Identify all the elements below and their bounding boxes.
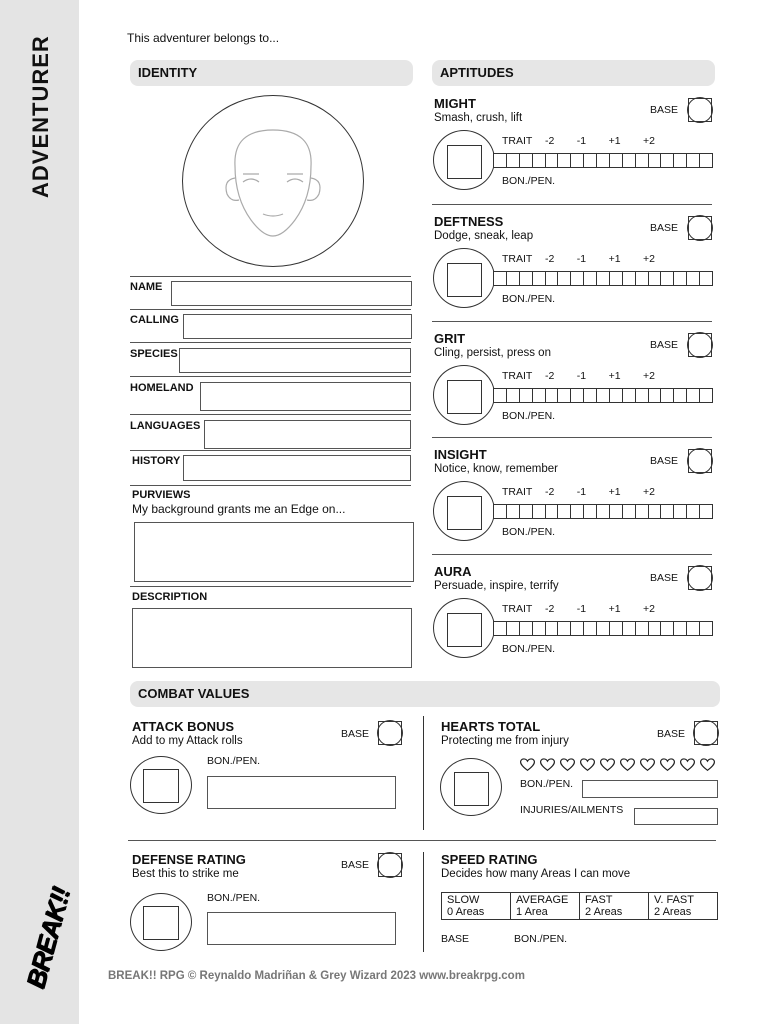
divider [130, 376, 411, 377]
aptitude-base-label: BASE [650, 222, 679, 234]
divider [432, 321, 712, 322]
aptitude-name: MIGHT [434, 96, 476, 111]
attack-bonus-desc: Add to my Attack rolls [132, 735, 243, 747]
hearts-total-title: HEARTS TOTAL [441, 719, 541, 734]
trait-scale: -2 -1 +1 +2 [545, 253, 655, 265]
trait-label: TRAIT [502, 486, 533, 498]
heart-icon[interactable] [619, 757, 636, 772]
aptitude-base-label: BASE [650, 455, 679, 467]
bonpen-label: BON./PEN. [502, 410, 556, 422]
speed-rating-desc: Decides how many Areas I can move [441, 868, 631, 880]
calling-field[interactable] [183, 314, 412, 339]
hearts-base-box[interactable] [692, 719, 720, 747]
speed-option[interactable]: FAST 2 Areas [580, 893, 649, 920]
aptitude-name: GRIT [434, 331, 466, 346]
aptitude-base-box[interactable] [686, 214, 714, 242]
divider [130, 414, 411, 415]
trait-track[interactable] [493, 153, 713, 168]
history-label: HISTORY [132, 455, 181, 467]
divider [432, 554, 712, 555]
divider [423, 852, 424, 952]
divider [130, 450, 411, 451]
purviews-field[interactable] [134, 522, 414, 582]
divider [432, 204, 712, 205]
aptitude-base-label: BASE [650, 572, 679, 584]
speed-base-label: BASE [441, 933, 470, 945]
attack-bonpen-field[interactable] [207, 776, 396, 809]
defense-base-label: BASE [341, 859, 370, 871]
injuries-label: INJURIES/AILMENTS [520, 804, 624, 816]
bonpen-label: BON./PEN. [502, 175, 556, 187]
languages-label: LANGUAGES [130, 420, 201, 432]
aptitude-base-label: BASE [650, 339, 679, 351]
aptitude-base-box[interactable] [686, 96, 714, 124]
homeland-field[interactable] [200, 382, 411, 411]
hearts-value-box[interactable] [454, 772, 489, 806]
hearts-total-desc: Protecting me from injury [441, 735, 569, 747]
aptitude-base-box[interactable] [686, 331, 714, 359]
trait-scale: -2 -1 +1 +2 [545, 135, 655, 147]
aptitude-value-box[interactable] [447, 145, 482, 179]
description-field[interactable] [132, 608, 412, 668]
hearts-base-label: BASE [657, 728, 686, 740]
owner-line: This adventurer belongs to... [127, 31, 280, 45]
aptitude-desc: Notice, know, remember [434, 463, 558, 475]
aptitude-name: DEFTNESS [434, 214, 504, 229]
divider [130, 276, 411, 277]
identity-header: IDENTITY [130, 60, 413, 86]
aptitude-base-label: BASE [650, 104, 679, 116]
aptitude-value-box[interactable] [447, 380, 482, 414]
break-logo: BREAK!! [20, 884, 76, 992]
divider [130, 309, 411, 310]
name-label: NAME [130, 281, 163, 293]
heart-icon[interactable] [559, 757, 576, 772]
injuries-field[interactable] [634, 808, 718, 825]
divider [130, 586, 411, 587]
aptitude-desc: Smash, crush, lift [434, 112, 523, 124]
aptitudes-header: APTITUDES [432, 60, 715, 86]
bonpen-label: BON./PEN. [502, 293, 556, 305]
divider [128, 840, 716, 841]
homeland-label: HOMELAND [130, 382, 194, 394]
heart-icon[interactable] [699, 757, 716, 772]
calling-label: CALLING [130, 314, 179, 326]
hearts-bonpen-label: BON./PEN. [520, 778, 574, 790]
heart-icon[interactable] [659, 757, 676, 772]
speed-rating-title: SPEED RATING [441, 852, 538, 867]
trait-scale: -2 -1 +1 +2 [545, 486, 655, 498]
copyright-footer: BREAK!! RPG © Reynaldo Madriñan & Grey Wizard 2023 www.breakrpg.com [108, 970, 525, 982]
trait-label: TRAIT [502, 253, 533, 265]
speed-bonpen-label: BON./PEN. [514, 933, 568, 945]
languages-field[interactable] [204, 420, 411, 449]
sheet-title: ADVENTURER [28, 35, 53, 198]
trait-scale: -2 -1 +1 +2 [545, 603, 655, 615]
heart-icon[interactable] [599, 757, 616, 772]
hearts-row [519, 757, 719, 775]
divider [423, 716, 424, 830]
heart-icon[interactable] [679, 757, 696, 772]
speed-option[interactable]: SLOW 0 Areas [442, 893, 511, 920]
combat-header: COMBAT VALUES [130, 681, 720, 707]
defense-bonpen-label: BON./PEN. [207, 892, 261, 904]
attack-base-box[interactable] [376, 719, 404, 747]
trait-track[interactable] [493, 271, 713, 286]
aptitude-base-box[interactable] [686, 564, 714, 592]
speed-table [441, 892, 718, 920]
divider [130, 342, 411, 343]
trait-track[interactable] [493, 504, 713, 519]
name-field[interactable] [171, 281, 412, 306]
defense-rating-title: DEFENSE RATING [132, 852, 246, 867]
aptitude-value-box[interactable] [447, 496, 482, 530]
aptitude-base-box[interactable] [686, 447, 714, 475]
attack-bonpen-label: BON./PEN. [207, 755, 261, 767]
trait-track[interactable] [493, 621, 713, 636]
trait-label: TRAIT [502, 370, 533, 382]
aptitude-name: INSIGHT [434, 447, 487, 462]
purviews-label: PURVIEWS [132, 489, 191, 501]
defense-rating-desc: Best this to strike me [132, 868, 239, 880]
defense-value-box[interactable] [143, 906, 179, 940]
trait-label: TRAIT [502, 603, 533, 615]
species-field[interactable] [179, 348, 411, 373]
attack-value-box[interactable] [143, 769, 179, 803]
face-sketch-icon [183, 96, 363, 266]
heart-icon[interactable] [539, 757, 556, 772]
portrait-frame[interactable] [182, 95, 364, 267]
aptitude-desc: Cling, persist, press on [434, 347, 551, 359]
divider [130, 485, 411, 486]
speed-option[interactable]: AVERAGE 1 Area [511, 893, 580, 920]
species-label: SPECIES [130, 348, 178, 360]
defense-base-box[interactable] [376, 851, 404, 879]
trait-scale: -2 -1 +1 +2 [545, 370, 655, 382]
trait-label: TRAIT [502, 135, 533, 147]
aptitude-name: AURA [434, 564, 472, 579]
attack-bonus-title: ATTACK BONUS [132, 719, 235, 734]
aptitude-value-box[interactable] [447, 263, 482, 297]
trait-track[interactable] [493, 388, 713, 403]
heart-icon[interactable] [639, 757, 656, 772]
description-label: DESCRIPTION [132, 591, 208, 603]
heart-icon[interactable] [519, 757, 536, 772]
hearts-bonpen-field[interactable] [582, 780, 718, 798]
bonpen-label: BON./PEN. [502, 526, 556, 538]
heart-icon[interactable] [579, 757, 596, 772]
defense-bonpen-field[interactable] [207, 912, 396, 945]
divider [432, 437, 712, 438]
aptitude-value-box[interactable] [447, 613, 482, 647]
purviews-prompt: My background grants me an Edge on... [132, 502, 346, 516]
attack-base-label: BASE [341, 728, 370, 740]
bonpen-label: BON./PEN. [502, 643, 556, 655]
speed-option[interactable]: V. FAST 2 Areas [649, 893, 718, 920]
aptitude-desc: Dodge, sneak, leap [434, 230, 534, 242]
history-field[interactable] [183, 455, 411, 481]
aptitude-desc: Persuade, inspire, terrify [434, 580, 559, 592]
